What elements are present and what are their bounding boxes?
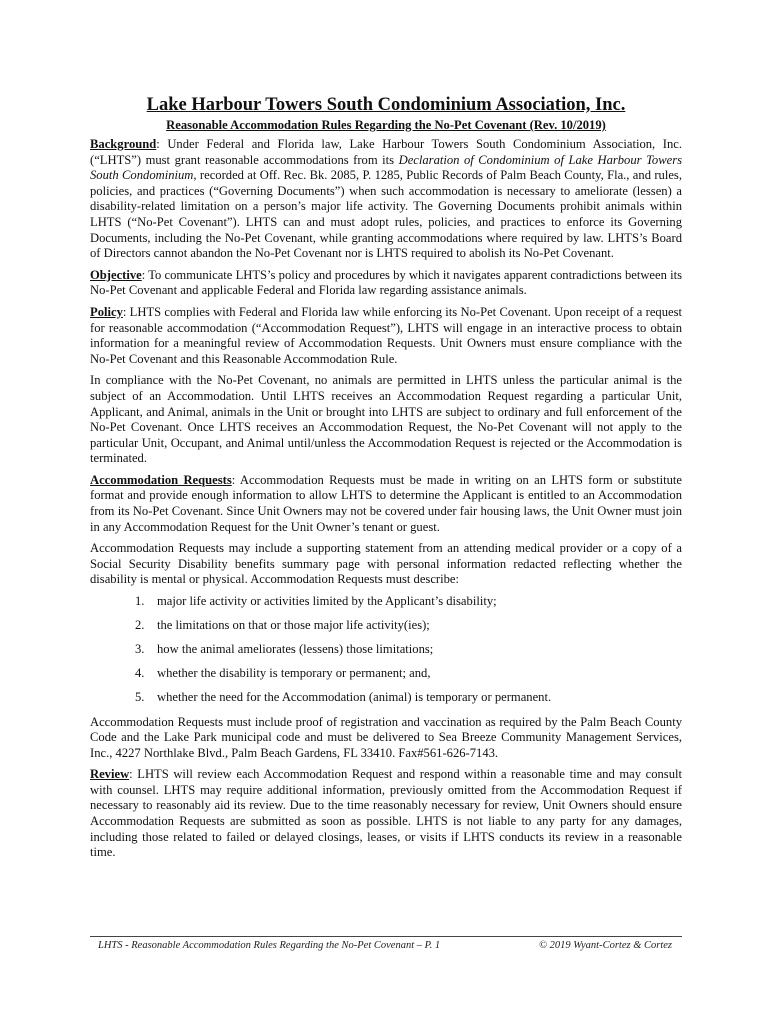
list-number: 3. — [135, 642, 145, 657]
list-item — [90, 594, 682, 610]
list-number: 2. — [135, 618, 145, 633]
list-text: whether the disability is temporary or permanent; and, — [157, 666, 431, 681]
page-footer — [90, 936, 682, 951]
policy-text: : LHTS complies with Federal and Florida law while enforcing its No-Pet Covenant. Upon receipt of a request for reasonable accommodation (“Accommodation Request”), LHTS will engage in an interactive process to obtain information for a meaningful review of Accommodation Requests. Unit Owners must ensure compliance with the No-Pet Covenant and this Reasonable Accommodation Rule. — [90, 304, 682, 366]
list-text: whether the need for the Accommodation (animal) is temporary or permanent. — [157, 690, 552, 705]
document-page — [90, 94, 682, 867]
background-heading: Background — [90, 137, 157, 151]
requirements-list — [90, 594, 682, 706]
footer-left-text: LHTS - Reasonable Accommodation Rules Regarding the No-Pet Covenant – P. 1 — [98, 940, 441, 951]
list-item — [90, 666, 682, 682]
requests-paragraph — [90, 473, 682, 535]
footer-copyright: © 2019 Wyant-Cortez & Cortez — [538, 940, 672, 951]
review-text: : LHTS will review each Accommodation Request and respond within a reasonable time and may consult with counsel. LHTS may require additional information, previously omitted from the Accommodation Request if necessary to reasonably aid its review. Due to the time reasonably necessary for review, Unit Owners should ensure Accommodation Requests are submitted as soon as possible. LHTS is not liable to any party for any damages, including those related to failed or delayed closings, leases, or visits if LHTS conducts its review in a reasonable time. — [90, 767, 682, 860]
list-number: 5. — [135, 690, 145, 705]
list-text: major life activity or activities limited by the Applicant’s disability; — [157, 594, 497, 609]
compliance-paragraph: In compliance with the No-Pet Covenant, no animals are permitted in LHTS unless the particular animal is the subject of an Accommodation. Until LHTS receives an Accommodation Request regarding a particular Unit, Applicant, and Animal, animals in the Unit or brought into LHTS are subject to ordinary and full enforcement of the No-Pet Covenant. Once LHTS receives an Accommodation Request, the No-Pet Covenant will not apply to the particular Unit, Occupant, and Animal until/unless the Accommodation Request is rejected or the Accommodation is terminated. — [90, 373, 682, 466]
declaration-title: Declaration of Condominium of Lake Harbour Towers South Condominium — [90, 152, 683, 183]
list-item — [90, 618, 682, 634]
list-number: 4. — [135, 666, 145, 681]
list-number: 1. — [135, 594, 145, 609]
objective-paragraph — [90, 268, 682, 299]
objective-heading: Objective — [90, 267, 142, 282]
review-paragraph — [90, 767, 682, 861]
page-subtitle: Reasonable Accommodation Rules Regarding the No-Pet Covenant (Rev. 10/2019) — [166, 118, 606, 132]
proof-paragraph: Accommodation Requests must include proof of registration and vaccination as required by the Palm Beach County Code and the Lake Park municipal code and must be delivered to Sea Breeze Community Management Services, Inc., 4227 Northlake Blvd., Palm Beach Gardens, FL 33410. Fax#561-626-7143. — [90, 714, 682, 760]
supporting-paragraph: Accommodation Requests may include a supporting statement from an attending medical provider or a copy of a Social Security Disability benefits summary page with personal information redacted reflecting whether the disability is mental or physical. Accommodation Requests must describe: — [90, 541, 682, 587]
list-item — [90, 690, 682, 706]
requests-text: : Accommodation Requests must be made in writing on an LHTS form or substitute format and provide enough information to allow LHTS to determine the Applicant is entitled to an Accommodation from its No-Pet Covenant. Since Unit Owners may not be covered under fair housing laws, the Unit Owner must join in any Accommodation Request for the Unit Owner’s tenant or guest. — [90, 472, 682, 534]
review-heading: Review — [90, 767, 130, 782]
list-text: how the animal ameliorates (lessens) those limitations; — [157, 642, 434, 657]
list-item — [90, 642, 682, 658]
requests-heading: Accommodation Requests — [90, 472, 232, 487]
list-text: the limitations on that or those major life activity(ies); — [157, 618, 430, 633]
background-text-a: : Under Federal and Florida law, Lake Harbour Towers South Condominium Association, Inc. (“LHTS”) must grant reasonable accommodations from its — [90, 137, 682, 167]
background-paragraph — [90, 137, 682, 262]
background-text-b: , recorded at Off. Rec. Bk. 2085, P. 1285, Public Records of Palm Beach County, Fla., and rules, policies, and practices (“Governing Documents”) when such accommodation is necessary to ameliorate (lessen) a disability-related limitation on a person’s major life activity. The Governing Documents prohibit animals within LHTS (“No-Pet Covenant”). LHTS can and must adopt rules, policies, and practices to enforce its Governing Documents, including the No-Pet Covenant, while granting accommodations where required by law. LHTS’s Board of Directors cannot abandon the No-Pet Covenant nor is LHTS required to abolish its No-Pet Covenant. — [90, 168, 682, 261]
page-title: Lake Harbour Towers South Condominium Association, Inc. — [146, 95, 626, 115]
objective-text: : To communicate LHTS’s policy and procedures by which it navigates apparent contradictions between its No-Pet Covenant and applicable Federal and Florida law regarding assistance animals. — [90, 267, 682, 298]
policy-paragraph — [90, 305, 682, 367]
policy-heading: Policy — [90, 304, 123, 319]
